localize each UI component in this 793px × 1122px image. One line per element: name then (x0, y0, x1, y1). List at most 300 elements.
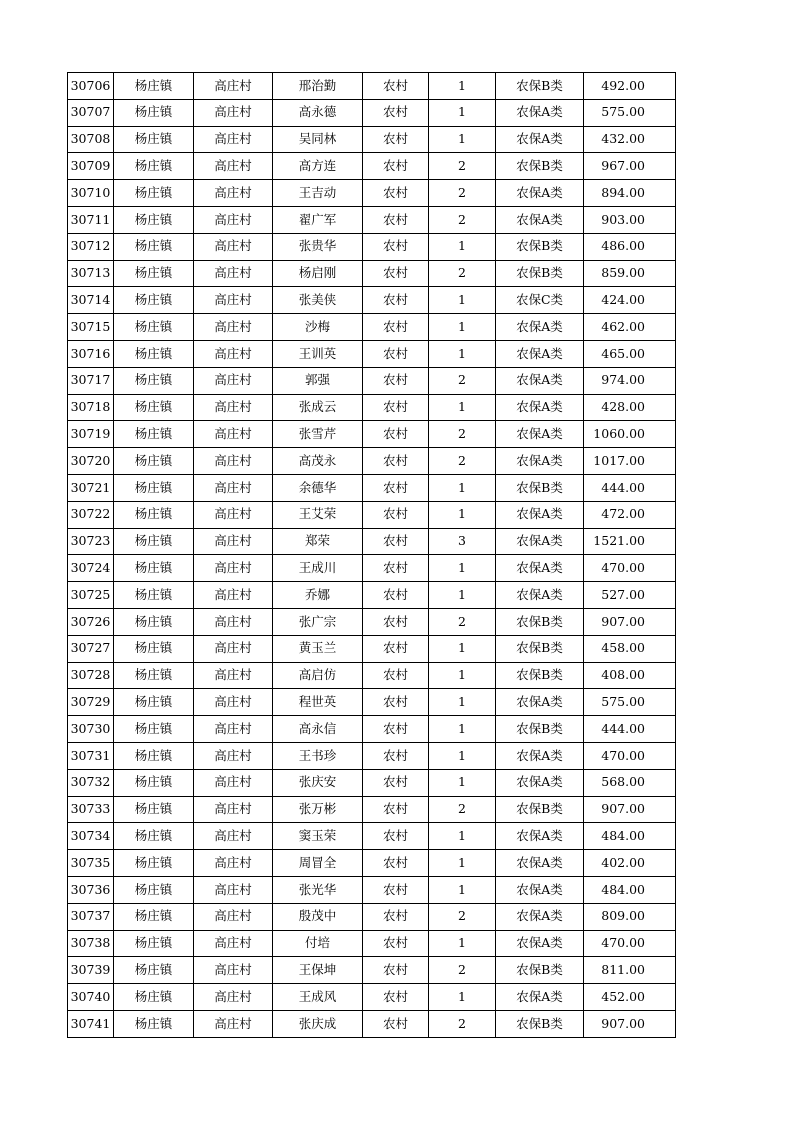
cell-amount: 527.00 (584, 582, 676, 609)
cell-amount: 974.00 (584, 367, 676, 394)
cell-town: 杨庄镇 (114, 742, 194, 769)
cell-village: 高庄村 (194, 367, 273, 394)
cell-category: 农保A类 (496, 501, 584, 528)
cell-amount: 907.00 (584, 1010, 676, 1037)
cell-name: 高茂永 (273, 448, 363, 475)
cell-category: 农保B类 (496, 662, 584, 689)
cell-amount: 907.00 (584, 608, 676, 635)
table-row (68, 662, 676, 689)
cell-amount: 458.00 (584, 635, 676, 662)
cell-category: 农保A类 (496, 850, 584, 877)
cell-count: 2 (429, 903, 496, 930)
cell-town: 杨庄镇 (114, 903, 194, 930)
cell-id: 30731 (68, 742, 114, 769)
cell-category: 农保A类 (496, 314, 584, 341)
cell-count: 2 (429, 180, 496, 207)
table-row (68, 528, 676, 555)
cell-amount: 811.00 (584, 957, 676, 984)
cell-town: 杨庄镇 (114, 73, 194, 100)
cell-name: 张庆成 (273, 1010, 363, 1037)
cell-category: 农保B类 (496, 716, 584, 743)
cell-category: 农保A类 (496, 555, 584, 582)
cell-id: 30715 (68, 314, 114, 341)
cell-count: 1 (429, 930, 496, 957)
cell-village: 高庄村 (194, 1010, 273, 1037)
cell-count: 2 (429, 796, 496, 823)
cell-id: 30708 (68, 126, 114, 153)
cell-category: 农保A类 (496, 582, 584, 609)
cell-village: 高庄村 (194, 823, 273, 850)
cell-name: 高启仿 (273, 662, 363, 689)
cell-category: 农保A类 (496, 769, 584, 796)
cell-town: 杨庄镇 (114, 180, 194, 207)
cell-type: 农村 (363, 153, 429, 180)
cell-category: 农保B类 (496, 474, 584, 501)
cell-category: 农保B类 (496, 153, 584, 180)
table-row (68, 1010, 676, 1037)
cell-category: 农保A类 (496, 528, 584, 555)
cell-village: 高庄村 (194, 421, 273, 448)
cell-count: 1 (429, 474, 496, 501)
cell-town: 杨庄镇 (114, 260, 194, 287)
cell-id: 30732 (68, 769, 114, 796)
cell-town: 杨庄镇 (114, 876, 194, 903)
cell-village: 高庄村 (194, 555, 273, 582)
table-row (68, 260, 676, 287)
cell-village: 高庄村 (194, 394, 273, 421)
cell-town: 杨庄镇 (114, 796, 194, 823)
cell-name: 王成风 (273, 984, 363, 1011)
cell-town: 杨庄镇 (114, 394, 194, 421)
table-row (68, 984, 676, 1011)
cell-town: 杨庄镇 (114, 448, 194, 475)
cell-village: 高庄村 (194, 340, 273, 367)
cell-category: 农保A类 (496, 984, 584, 1011)
cell-village: 高庄村 (194, 180, 273, 207)
cell-type: 农村 (363, 689, 429, 716)
cell-town: 杨庄镇 (114, 153, 194, 180)
cell-count: 2 (429, 421, 496, 448)
cell-town: 杨庄镇 (114, 206, 194, 233)
cell-name: 高永信 (273, 716, 363, 743)
table-row (68, 635, 676, 662)
cell-count: 1 (429, 582, 496, 609)
cell-count: 1 (429, 555, 496, 582)
cell-town: 杨庄镇 (114, 287, 194, 314)
allowance-table (67, 72, 676, 1038)
cell-town: 杨庄镇 (114, 957, 194, 984)
cell-count: 2 (429, 260, 496, 287)
cell-amount: 465.00 (584, 340, 676, 367)
cell-count: 1 (429, 716, 496, 743)
cell-village: 高庄村 (194, 501, 273, 528)
cell-town: 杨庄镇 (114, 1010, 194, 1037)
table-row (68, 126, 676, 153)
cell-count: 1 (429, 233, 496, 260)
cell-count: 1 (429, 73, 496, 100)
cell-count: 2 (429, 153, 496, 180)
cell-town: 杨庄镇 (114, 126, 194, 153)
cell-id: 30706 (68, 73, 114, 100)
cell-id: 30736 (68, 876, 114, 903)
cell-name: 程世英 (273, 689, 363, 716)
cell-type: 农村 (363, 528, 429, 555)
cell-village: 高庄村 (194, 769, 273, 796)
cell-name: 张万彬 (273, 796, 363, 823)
cell-name: 乔娜 (273, 582, 363, 609)
table-row (68, 742, 676, 769)
table-row (68, 206, 676, 233)
cell-name: 翟广军 (273, 206, 363, 233)
cell-amount: 575.00 (584, 689, 676, 716)
cell-village: 高庄村 (194, 260, 273, 287)
cell-category: 农保B类 (496, 1010, 584, 1037)
table-row (68, 716, 676, 743)
cell-type: 农村 (363, 233, 429, 260)
cell-town: 杨庄镇 (114, 314, 194, 341)
cell-village: 高庄村 (194, 716, 273, 743)
cell-type: 农村 (363, 582, 429, 609)
cell-name: 沙梅 (273, 314, 363, 341)
cell-name: 张成云 (273, 394, 363, 421)
cell-name: 王吉动 (273, 180, 363, 207)
cell-town: 杨庄镇 (114, 716, 194, 743)
cell-amount: 484.00 (584, 823, 676, 850)
cell-type: 农村 (363, 287, 429, 314)
table-row (68, 153, 676, 180)
table-row (68, 448, 676, 475)
cell-count: 1 (429, 126, 496, 153)
cell-count: 2 (429, 608, 496, 635)
cell-id: 30733 (68, 796, 114, 823)
cell-village: 高庄村 (194, 930, 273, 957)
cell-amount: 452.00 (584, 984, 676, 1011)
cell-amount: 402.00 (584, 850, 676, 877)
cell-town: 杨庄镇 (114, 474, 194, 501)
cell-name: 窦玉荣 (273, 823, 363, 850)
cell-id: 30739 (68, 957, 114, 984)
cell-village: 高庄村 (194, 233, 273, 260)
table-row (68, 876, 676, 903)
cell-id: 30713 (68, 260, 114, 287)
cell-village: 高庄村 (194, 206, 273, 233)
cell-category: 农保A类 (496, 930, 584, 957)
cell-amount: 444.00 (584, 716, 676, 743)
cell-count: 1 (429, 823, 496, 850)
cell-type: 农村 (363, 73, 429, 100)
cell-id: 30738 (68, 930, 114, 957)
cell-village: 高庄村 (194, 126, 273, 153)
cell-town: 杨庄镇 (114, 528, 194, 555)
cell-village: 高庄村 (194, 957, 273, 984)
cell-type: 农村 (363, 180, 429, 207)
cell-id: 30710 (68, 180, 114, 207)
cell-town: 杨庄镇 (114, 769, 194, 796)
cell-town: 杨庄镇 (114, 501, 194, 528)
cell-amount: 894.00 (584, 180, 676, 207)
cell-type: 农村 (363, 716, 429, 743)
cell-count: 1 (429, 769, 496, 796)
cell-name: 张庆安 (273, 769, 363, 796)
cell-amount: 967.00 (584, 153, 676, 180)
cell-type: 农村 (363, 1010, 429, 1037)
cell-category: 农保B类 (496, 73, 584, 100)
cell-category: 农保B类 (496, 233, 584, 260)
cell-id: 30722 (68, 501, 114, 528)
cell-category: 农保B类 (496, 608, 584, 635)
cell-category: 农保B类 (496, 260, 584, 287)
cell-village: 高庄村 (194, 876, 273, 903)
cell-count: 2 (429, 367, 496, 394)
cell-town: 杨庄镇 (114, 608, 194, 635)
cell-name: 王成川 (273, 555, 363, 582)
cell-town: 杨庄镇 (114, 99, 194, 126)
cell-type: 农村 (363, 555, 429, 582)
table-row (68, 394, 676, 421)
cell-amount: 492.00 (584, 73, 676, 100)
cell-village: 高庄村 (194, 689, 273, 716)
cell-count: 2 (429, 1010, 496, 1037)
cell-type: 农村 (363, 742, 429, 769)
cell-type: 农村 (363, 99, 429, 126)
cell-amount: 484.00 (584, 876, 676, 903)
cell-name: 邢治勤 (273, 73, 363, 100)
cell-amount: 470.00 (584, 555, 676, 582)
cell-type: 农村 (363, 796, 429, 823)
cell-category: 农保A类 (496, 206, 584, 233)
table-row (68, 233, 676, 260)
cell-id: 30728 (68, 662, 114, 689)
cell-name: 郑荣 (273, 528, 363, 555)
cell-type: 农村 (363, 421, 429, 448)
cell-type: 农村 (363, 260, 429, 287)
cell-type: 农村 (363, 394, 429, 421)
cell-village: 高庄村 (194, 903, 273, 930)
cell-town: 杨庄镇 (114, 662, 194, 689)
cell-town: 杨庄镇 (114, 823, 194, 850)
cell-name: 高方连 (273, 153, 363, 180)
cell-amount: 472.00 (584, 501, 676, 528)
table-row (68, 796, 676, 823)
cell-town: 杨庄镇 (114, 635, 194, 662)
cell-name: 付培 (273, 930, 363, 957)
cell-type: 农村 (363, 206, 429, 233)
cell-category: 农保A类 (496, 421, 584, 448)
cell-category: 农保B类 (496, 796, 584, 823)
cell-count: 2 (429, 448, 496, 475)
cell-town: 杨庄镇 (114, 233, 194, 260)
cell-id: 30714 (68, 287, 114, 314)
cell-name: 王书珍 (273, 742, 363, 769)
cell-count: 1 (429, 394, 496, 421)
table-row (68, 850, 676, 877)
table-body (68, 73, 676, 1038)
cell-category: 农保A类 (496, 394, 584, 421)
cell-id: 30717 (68, 367, 114, 394)
cell-count: 1 (429, 876, 496, 903)
cell-count: 2 (429, 206, 496, 233)
cell-type: 农村 (363, 769, 429, 796)
cell-count: 2 (429, 957, 496, 984)
cell-category: 农保A类 (496, 180, 584, 207)
cell-type: 农村 (363, 957, 429, 984)
cell-village: 高庄村 (194, 287, 273, 314)
cell-id: 30735 (68, 850, 114, 877)
cell-name: 王保坤 (273, 957, 363, 984)
cell-amount: 444.00 (584, 474, 676, 501)
cell-village: 高庄村 (194, 73, 273, 100)
cell-count: 1 (429, 340, 496, 367)
cell-amount: 568.00 (584, 769, 676, 796)
cell-name: 张雪芹 (273, 421, 363, 448)
cell-name: 周冒全 (273, 850, 363, 877)
cell-count: 1 (429, 501, 496, 528)
cell-type: 农村 (363, 903, 429, 930)
table-row (68, 99, 676, 126)
cell-id: 30727 (68, 635, 114, 662)
cell-count: 1 (429, 689, 496, 716)
cell-town: 杨庄镇 (114, 421, 194, 448)
table-row (68, 287, 676, 314)
cell-count: 1 (429, 99, 496, 126)
cell-name: 吴同林 (273, 126, 363, 153)
cell-type: 农村 (363, 608, 429, 635)
cell-amount: 424.00 (584, 287, 676, 314)
cell-id: 30709 (68, 153, 114, 180)
cell-amount: 903.00 (584, 206, 676, 233)
cell-amount: 809.00 (584, 903, 676, 930)
table-row (68, 474, 676, 501)
cell-amount: 428.00 (584, 394, 676, 421)
cell-name: 王艾荣 (273, 501, 363, 528)
cell-name: 张广宗 (273, 608, 363, 635)
cell-count: 1 (429, 635, 496, 662)
cell-id: 30724 (68, 555, 114, 582)
table-row (68, 73, 676, 100)
cell-type: 农村 (363, 823, 429, 850)
cell-type: 农村 (363, 126, 429, 153)
cell-village: 高庄村 (194, 796, 273, 823)
cell-amount: 1060.00 (584, 421, 676, 448)
cell-category: 农保A类 (496, 99, 584, 126)
cell-id: 30726 (68, 608, 114, 635)
cell-name: 张光华 (273, 876, 363, 903)
cell-village: 高庄村 (194, 99, 273, 126)
cell-village: 高庄村 (194, 153, 273, 180)
cell-category: 农保A类 (496, 742, 584, 769)
cell-id: 30734 (68, 823, 114, 850)
cell-name: 王训英 (273, 340, 363, 367)
cell-name: 张贵华 (273, 233, 363, 260)
cell-name: 余德华 (273, 474, 363, 501)
cell-amount: 1017.00 (584, 448, 676, 475)
cell-type: 农村 (363, 984, 429, 1011)
table-row (68, 582, 676, 609)
table-row (68, 180, 676, 207)
cell-count: 3 (429, 528, 496, 555)
table-row (68, 957, 676, 984)
cell-type: 农村 (363, 340, 429, 367)
cell-type: 农村 (363, 930, 429, 957)
cell-type: 农村 (363, 501, 429, 528)
cell-id: 30716 (68, 340, 114, 367)
table-row (68, 555, 676, 582)
table-row (68, 608, 676, 635)
cell-village: 高庄村 (194, 474, 273, 501)
cell-id: 30711 (68, 206, 114, 233)
cell-town: 杨庄镇 (114, 555, 194, 582)
table-row (68, 930, 676, 957)
cell-id: 30723 (68, 528, 114, 555)
cell-count: 1 (429, 984, 496, 1011)
cell-amount: 470.00 (584, 742, 676, 769)
cell-id: 30740 (68, 984, 114, 1011)
cell-category: 农保A类 (496, 689, 584, 716)
cell-name: 殷茂中 (273, 903, 363, 930)
cell-id: 30737 (68, 903, 114, 930)
cell-type: 农村 (363, 448, 429, 475)
cell-category: 农保A类 (496, 340, 584, 367)
cell-village: 高庄村 (194, 608, 273, 635)
cell-amount: 1521.00 (584, 528, 676, 555)
table-row (68, 501, 676, 528)
cell-count: 1 (429, 742, 496, 769)
cell-town: 杨庄镇 (114, 930, 194, 957)
cell-type: 农村 (363, 474, 429, 501)
cell-town: 杨庄镇 (114, 582, 194, 609)
cell-amount: 462.00 (584, 314, 676, 341)
table-row (68, 314, 676, 341)
cell-name: 张美侠 (273, 287, 363, 314)
cell-count: 1 (429, 662, 496, 689)
cell-category: 农保A类 (496, 448, 584, 475)
cell-category: 农保B类 (496, 957, 584, 984)
cell-village: 高庄村 (194, 528, 273, 555)
cell-type: 农村 (363, 876, 429, 903)
cell-amount: 432.00 (584, 126, 676, 153)
cell-id: 30741 (68, 1010, 114, 1037)
cell-type: 农村 (363, 850, 429, 877)
table-row (68, 823, 676, 850)
table-row (68, 769, 676, 796)
cell-name: 高永德 (273, 99, 363, 126)
table-row (68, 903, 676, 930)
cell-amount: 907.00 (584, 796, 676, 823)
cell-id: 30707 (68, 99, 114, 126)
cell-name: 黄玉兰 (273, 635, 363, 662)
cell-town: 杨庄镇 (114, 850, 194, 877)
table-row (68, 421, 676, 448)
cell-id: 30725 (68, 582, 114, 609)
cell-id: 30718 (68, 394, 114, 421)
cell-village: 高庄村 (194, 662, 273, 689)
cell-amount: 859.00 (584, 260, 676, 287)
table-row (68, 340, 676, 367)
cell-village: 高庄村 (194, 742, 273, 769)
cell-category: 农保A类 (496, 126, 584, 153)
cell-town: 杨庄镇 (114, 340, 194, 367)
cell-name: 郭强 (273, 367, 363, 394)
cell-category: 农保A类 (496, 903, 584, 930)
cell-category: 农保B类 (496, 635, 584, 662)
cell-count: 1 (429, 287, 496, 314)
cell-type: 农村 (363, 367, 429, 394)
cell-town: 杨庄镇 (114, 367, 194, 394)
cell-village: 高庄村 (194, 635, 273, 662)
cell-amount: 575.00 (584, 99, 676, 126)
cell-count: 1 (429, 850, 496, 877)
cell-category: 农保A类 (496, 367, 584, 394)
